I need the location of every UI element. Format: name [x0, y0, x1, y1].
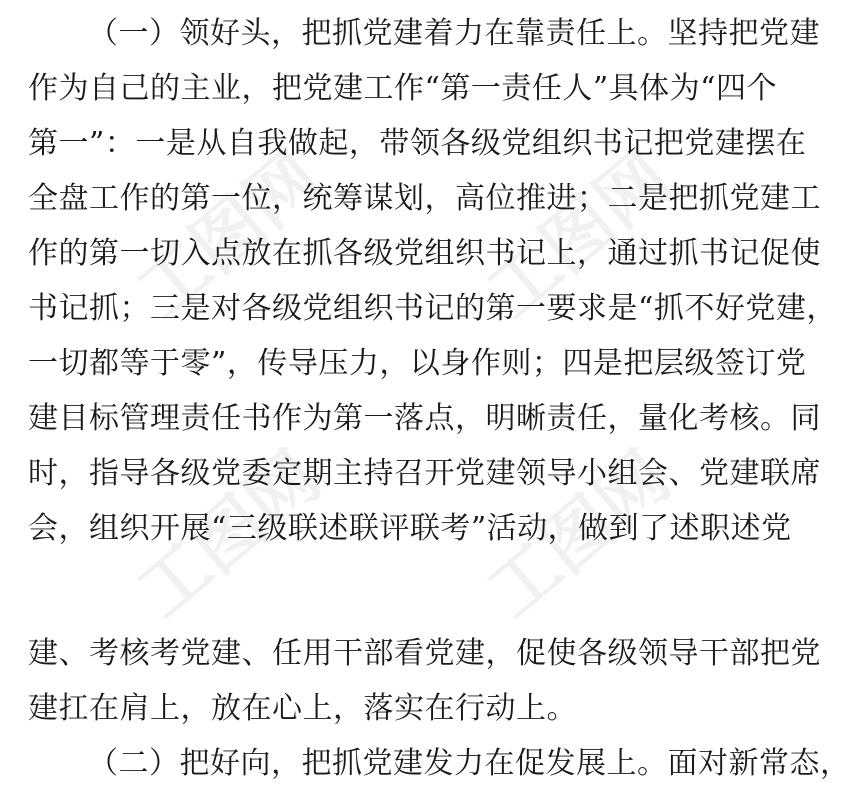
watermark-logo: 工图网 — [471, 135, 686, 334]
paragraph-1-line-10: 会，组织开展“三级联述联评联考”活动，做到了述职述党 — [28, 511, 792, 546]
paragraph-1-line-3: 第一”：一是从自我做起，带领各级党组织书记把党建摆在 — [28, 126, 807, 161]
paragraph-1-line-7: 一切都等于零”，传导压力，以身作则；四是把层级签订党 — [28, 346, 807, 381]
watermark-logo: 工图网 — [121, 435, 336, 634]
paragraph-1-line-6: 书记抓；三是对各级党组织书记的第一要求是“抓不好党建， — [28, 291, 837, 326]
paragraph-1-line-1: （一）领好头，把抓党建着力在靠责任上。坚持把党建 — [88, 16, 820, 51]
paragraph-1-line-2: 作为自己的主业，把党建工作“第一责任人”具体为“四个 — [28, 71, 778, 106]
paragraph-1-line-5: 作的第一切入点放在抓各级党组织书记上，通过抓书记促使 — [28, 236, 821, 271]
watermark-logo: 工图网 — [121, 135, 336, 334]
paragraph-1-line-8: 建目标管理责任书作为第一落点，明晰责任，量化考核。同 — [28, 401, 821, 436]
paragraph-1-line-12: 建扛在肩上，放在心上，落实在行动上。 — [28, 691, 577, 726]
paragraph-1-line-9: 时，指导各级党委定期主持召开党建领导小组会、党建联席 — [28, 456, 821, 491]
paragraph-1-line-4: 全盘工作的第一位，统筹谋划，高位推进；二是把抓党建工 — [28, 181, 821, 216]
watermark-logo: 工图网 — [471, 435, 686, 634]
paragraph-1-line-11: 建、考核考党建、任用干部看党建，促使各级领导干部把党 — [28, 636, 821, 671]
paragraph-2-line-1: （二）把好向，把抓党建发力在促发展上。面对新常态， — [88, 746, 851, 781]
